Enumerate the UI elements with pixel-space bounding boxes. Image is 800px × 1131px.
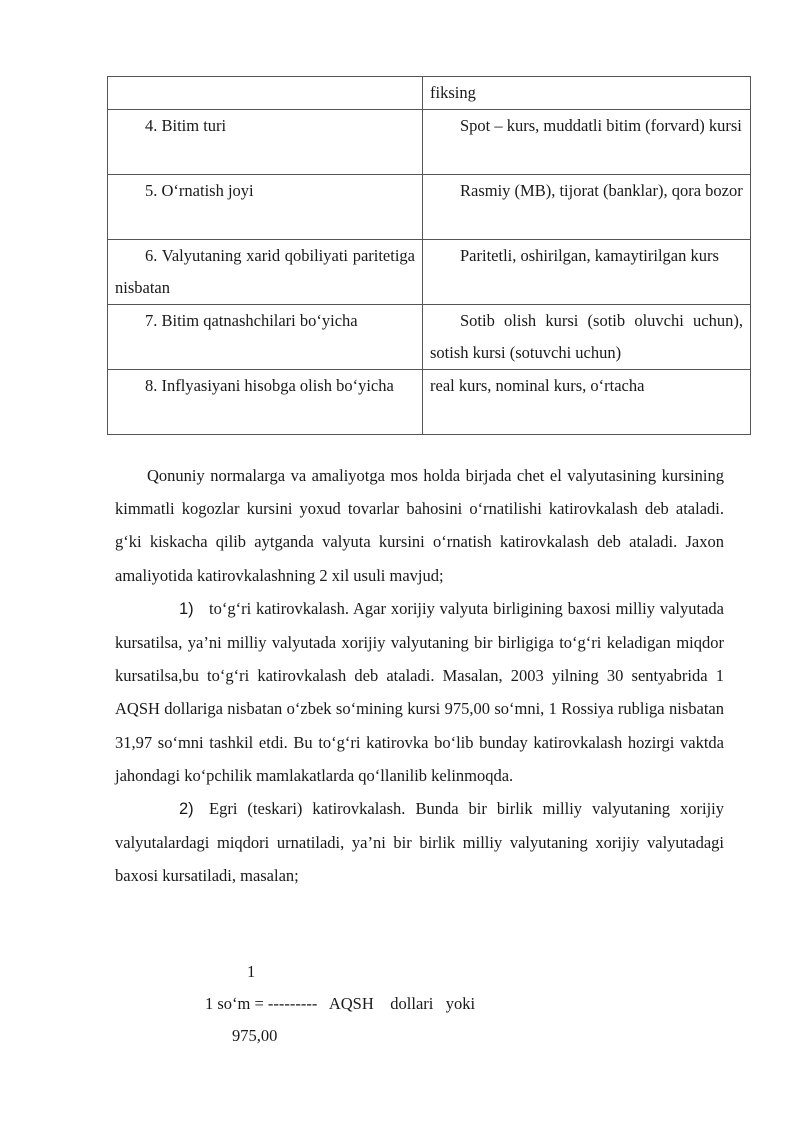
cell-text: Paritetli, oshirilgan, kamaytirilgan kurs bbox=[460, 246, 719, 265]
table-cell-types bbox=[423, 110, 751, 175]
formula-numerator: 1 bbox=[247, 962, 256, 981]
cell-text: real kurs, nominal kurs, o‘rtacha bbox=[430, 376, 645, 395]
table-cell-types bbox=[423, 77, 751, 110]
table-cell-types bbox=[423, 305, 751, 370]
classification-table bbox=[107, 76, 751, 435]
table-cell-criterion bbox=[108, 110, 423, 175]
table-row bbox=[108, 77, 751, 110]
table-cell-types bbox=[423, 175, 751, 240]
list-number: 2) bbox=[179, 800, 194, 819]
cell-text: 4. Bitim turi bbox=[145, 116, 227, 135]
list-item-text: Egri (teskari) katirovkalash. Bunda bir birlik milliy valyutaning xorijiy valyutalardagi miqdori urnatiladi, ya’ni bir birlik milliy valyutaning xorijiy valyutadagi baxosi kursatiladi, masalan; bbox=[115, 799, 724, 886]
cell-text: 5. O‘rnatish joyi bbox=[145, 181, 254, 200]
list-number: 1) bbox=[179, 599, 194, 618]
cell-text: Sotib olish kursi (sotib oluvchi uchun), sotish kursi (sotuvchi uchun) bbox=[430, 311, 743, 362]
cell-text: 8. Inflyasiyani hisobga olish bo‘yicha bbox=[145, 376, 394, 395]
list-item-direct-quotation bbox=[115, 592, 724, 792]
table-cell-criterion bbox=[108, 240, 423, 305]
table-cell-criterion bbox=[108, 305, 423, 370]
table-cell-criterion bbox=[108, 77, 423, 110]
table-cell-criterion bbox=[108, 175, 423, 240]
cell-text: fiksing bbox=[430, 83, 476, 102]
cell-text: 6. Valyutaning xarid qobiliyati paritetiga nisbatan bbox=[115, 246, 415, 297]
table-row bbox=[108, 110, 751, 175]
table-row bbox=[108, 175, 751, 240]
table-row bbox=[108, 370, 751, 435]
table-cell-types bbox=[423, 370, 751, 435]
cell-text: Spot – kurs, muddatli bitim (forvard) kursi bbox=[460, 116, 742, 135]
list-item-text: to‘g‘ri katirovkalash. Agar xorijiy valyuta birligining baxosi milliy valyutada kursatilsa, ya’ni milliy valyutada xorijiy valyutaning bir birligiga to‘g‘ri keladigan miqdor kursatilsa,bu to‘g‘ri katirovkalash deb ataladi. Masalan, 2003 yilning 30 sentyabrida 1 AQSH dollariga nisbatan o‘zbek so‘mining kursi 975,00 so‘mni, 1 Rossiya rubliga nisbatan 31,97 so‘mni tashkil etdi. Bu to‘g‘ri katirovka bo‘lib bunday katirovkalash hozirgi vaktda jahondagi ko‘pchilik mamlakatlarda qo‘llanilib kelinmoqda. bbox=[115, 598, 724, 785]
table-row bbox=[108, 305, 751, 370]
body-text bbox=[115, 459, 724, 893]
list-item-indirect-quotation bbox=[115, 792, 724, 893]
formula-equation: 1 so‘m = --------- AQSH dollari yoki bbox=[205, 994, 476, 1013]
cell-text: 7. Bitim qatnashchilari bo‘yicha bbox=[145, 311, 358, 330]
table-row bbox=[108, 240, 751, 305]
cell-text: Rasmiy (MB), tijorat (banklar), qora bozor bbox=[460, 181, 743, 200]
formula-denominator: 975,00 bbox=[232, 1026, 278, 1045]
intro-paragraph: Qonuniy normalarga va amaliyotga mos holda birjada chet el valyutasining kursining kimmatli kogozlar kursini yoxud tovarlar bahosini o‘rnatilishi katirovkalash deb ataladi. g‘ki kiskacha qilib aytganda valyuta kursini o‘rnatish katirovkalash deb ataladi. Jaxon amaliyotida katirovkalashning 2 xil usuli mavjud; bbox=[115, 466, 724, 585]
table-cell-types bbox=[423, 240, 751, 305]
table-cell-criterion bbox=[108, 370, 423, 435]
